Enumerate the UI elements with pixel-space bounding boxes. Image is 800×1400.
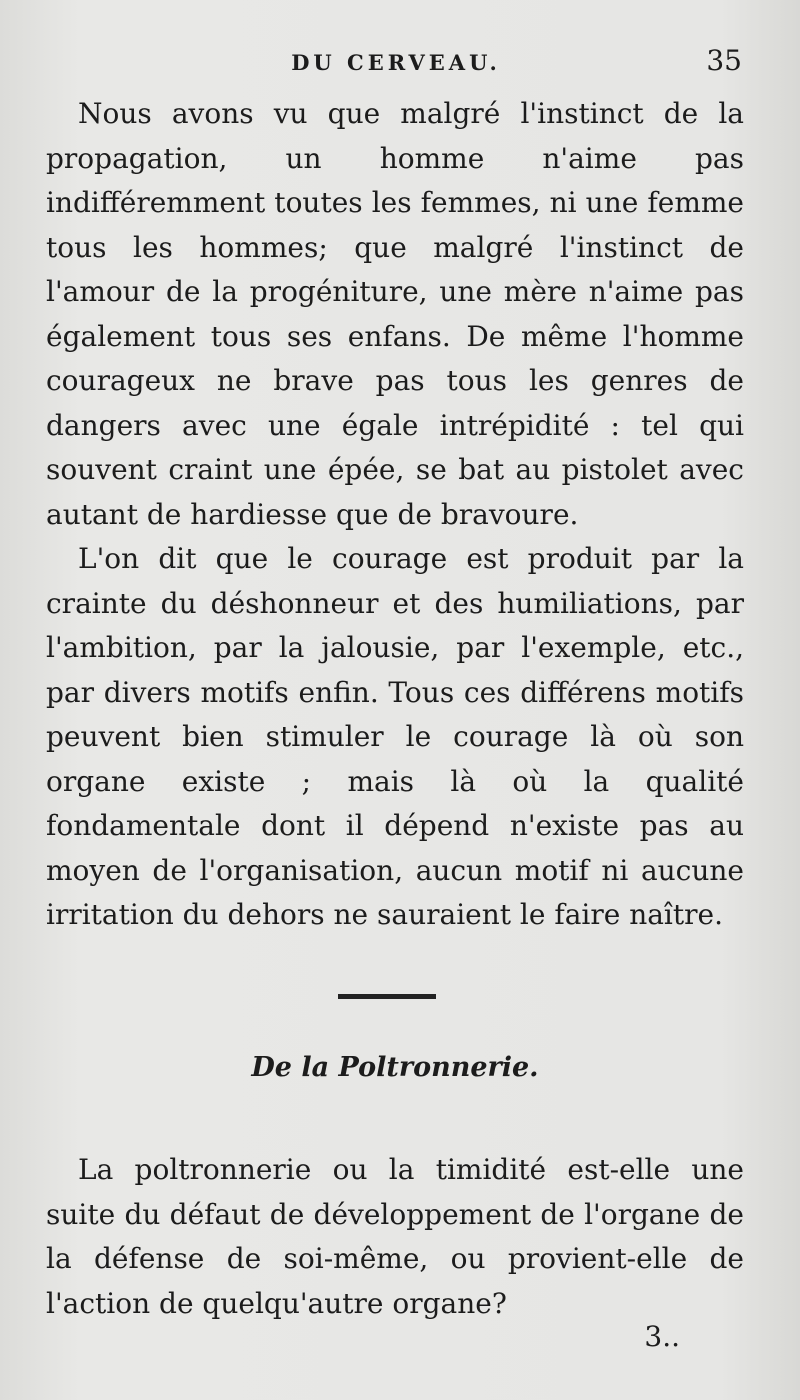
section-title: De la Poltronnerie. — [251, 1052, 539, 1083]
main-text — [46, 92, 744, 938]
signature-mark: 3.. — [644, 1320, 680, 1353]
running-title: DU CERVEAU. — [291, 50, 501, 75]
paragraph-2: L'on dit que le courage est produit par la crainte du déshonneur et des humiliations, par l'ambition, par la jalousie, par l'exemple, etc., par divers motifs enfin. Tous ces différens motifs peuvent bien stimuler le courage là où son organe existe ; mais là où la qualité fondamentale dont il dépend n'existe pas au moyen de l'organisation, aucun motif ni aucune irritation du dehors ne sauraient le faire naître. — [46, 542, 744, 931]
page-number: 35 — [706, 44, 742, 77]
page-header — [46, 44, 746, 84]
section-divider-rule — [338, 994, 436, 999]
section-text — [46, 1148, 744, 1326]
paragraph-1: Nous avons vu que malgré l'instinct de la propagation, un homme n'aime pas indifféremment toutes les femmes, ni une femme tous les hommes; que malgré l'instinct de l'amour de la progéniture, une mère n'aime pas également tous ses enfans. De même l'homme courageux ne brave pas tous les genres de dangers avec une égale intrépidité : tel qui souvent craint une épée, se bat au pistolet avec autant de hardiesse que de bravoure. — [46, 97, 744, 531]
section-paragraph: La poltronnerie ou la timidité est-elle une suite du défaut de développement de l'organe de la défense de soi-même, ou provient-elle de l'action de quelqu'autre organe? — [46, 1153, 744, 1320]
